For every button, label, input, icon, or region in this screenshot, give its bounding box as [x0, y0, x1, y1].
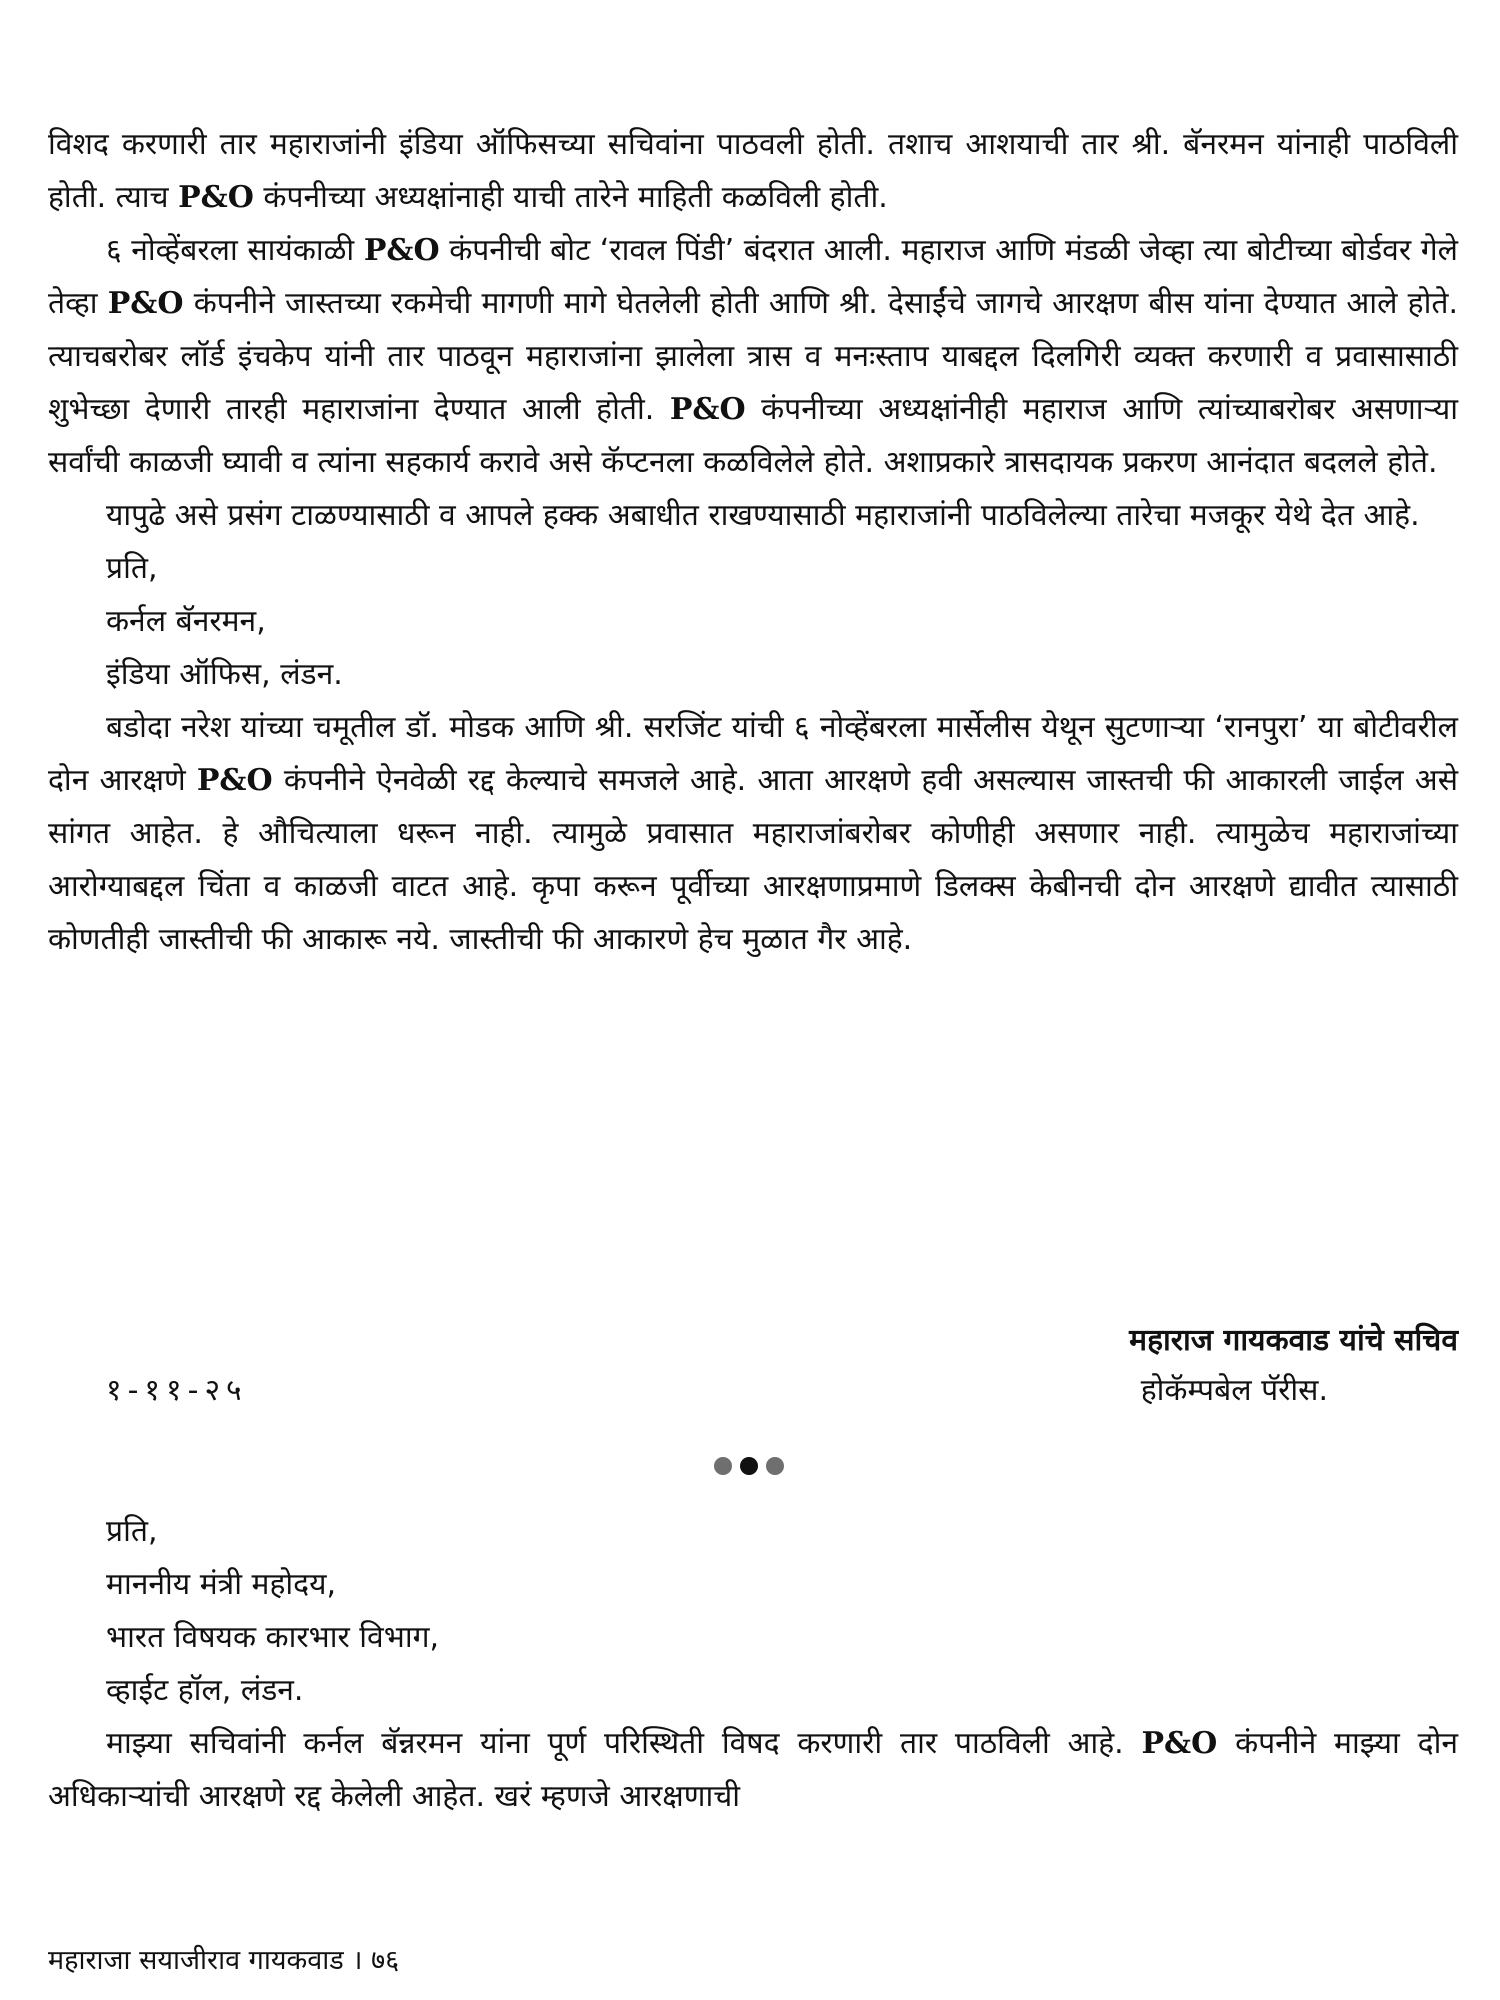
section-separator	[710, 1457, 788, 1479]
letter-section-two	[48, 1505, 1458, 1823]
address-line: माननीय मंत्री महोदय,	[106, 1567, 337, 1602]
company-name: P&O	[669, 392, 746, 427]
address-line: प्रति,	[106, 1514, 158, 1549]
signature-title: महाराज गायकवाड यांचे सचिव	[1129, 1323, 1458, 1358]
paragraph-intro: विशद करणारी तार महाराजांनी इंडिया ऑफिसच्या सचिवांना पाठवली होती. तशाच आशयाची तार श्री. बॅनरमन यांनाही पाठविली होती. त्याच P&O कंपनीच्या अध्यक्षांनाही याची तारेने माहिती कळविली होती.	[48, 127, 1458, 215]
signature-date: १-११-२५	[106, 1373, 248, 1408]
paragraph-telegram-intro: यापुढे असे प्रसंग टाळण्यासाठी व आपले हक्क अबाधीत राखण्यासाठी महाराजांनी पाठविलेल्या तारेचा मजकूर येथे देत आहे.	[106, 498, 1420, 533]
page-footer: महाराजा सयाजीराव गायकवाड । ७६	[48, 1945, 400, 1976]
separator-dot	[740, 1457, 758, 1475]
address-line: व्हाईट हॉल, लंडन.	[106, 1673, 304, 1708]
separator-dot	[714, 1457, 732, 1475]
signature-block	[48, 1318, 1458, 1418]
company-name: P&O	[196, 763, 273, 798]
address-line: प्रति,	[106, 551, 158, 586]
separator-dot	[766, 1457, 784, 1475]
paragraph-minister-letter: माझ्या सचिवांनी कर्नल बॅन्नरमन यांना पूर्ण परिस्थिती विषद करणारी तार पाठविली आहे. P&O कंपनीने माझ्या दोन अधिकाऱ्यांची आरक्षणे रद्द केलेली आहेत. खरं म्हणजे आरक्षणाची	[48, 1726, 1458, 1814]
company-name: P&O	[178, 180, 254, 215]
letter-section-one	[48, 118, 1458, 966]
paragraph-telegram-body: बडोदा नरेश यांच्या चमूतील डॉ. मोडक आणि श्री. सरजिंट यांची ६ नोव्हेंबरला मार्सेलीस येथून सुटणाऱ्या ‘रानपुरा’ या बोटीवरील दोन आरक्षणे P&O कंपनीने ऐनवेळी रद्द केल्याचे समजले आहे. आता आरक्षणे हवी असल्यास जास्तची फी आकारली जाईल असे सांगत आहेत. हे औचित्याला धरून नाही. त्यामुळे प्रवासात महाराजांबरोबर कोणीही असणार नाही. त्यामुळेच महाराजांच्या आरोग्याबद्दल चिंता व काळजी वाटत आहे. कृपा करून पूर्वीच्या आरक्षणाप्रमाणे डिलक्स केबीनची दोन आरक्षणे द्यावीत त्यासाठी कोणतीही जास्तीची फी आकारू नये. जास्तीची फी आकारणे हेच मुळात गैर आहे.	[48, 710, 1458, 957]
address-line: भारत विषयक कारभार विभाग,	[106, 1620, 440, 1655]
address-line: कर्नल बॅनरमन,	[106, 604, 266, 639]
company-name: P&O	[363, 233, 440, 268]
paragraph-ship-arrival: ६ नोव्हेंबरला सायंकाळी P&O कंपनीची बोट ‘रावल पिंडी’ बंदरात आली. महाराज आणि मंडळी जेव्हा त्या बोटीच्या बोर्डवर गेले तेव्हा P&O कंपनीने जास्तच्या रकमेची मागणी मागे घेतलेली होती आणि श्री. देसाईंचे जागचे आरक्षण बीस यांना देण्यात आले होते. त्याचबरोबर लॉर्ड इंचकेप यांनी तार पाठवून महाराजांना झालेला त्रास व मनःस्ताप याबद्दल दिलगिरी व्यक्त करणारी व प्रवासासाठी शुभेच्छा देणारी तारही महाराजांना देण्यात आली होती. P&O कंपनीच्या अध्यक्षांनीही महाराज आणि त्यांच्याबरोबर असणाऱ्या सर्वांची काळजी घ्यावी व त्यांना सहकार्य करावे असे कॅप्टनला कळविलेले होते. अशाप्रकारे त्रासदायक प्रकरण आनंदात बदलले होते.	[48, 233, 1459, 480]
address-line: इंडिया ऑफिस, लंडन.	[106, 657, 343, 692]
company-name: P&O	[1141, 1726, 1218, 1761]
company-name: P&O	[107, 286, 184, 321]
signature-place: होकॅम्पबेल पॅरीस.	[1140, 1373, 1328, 1408]
